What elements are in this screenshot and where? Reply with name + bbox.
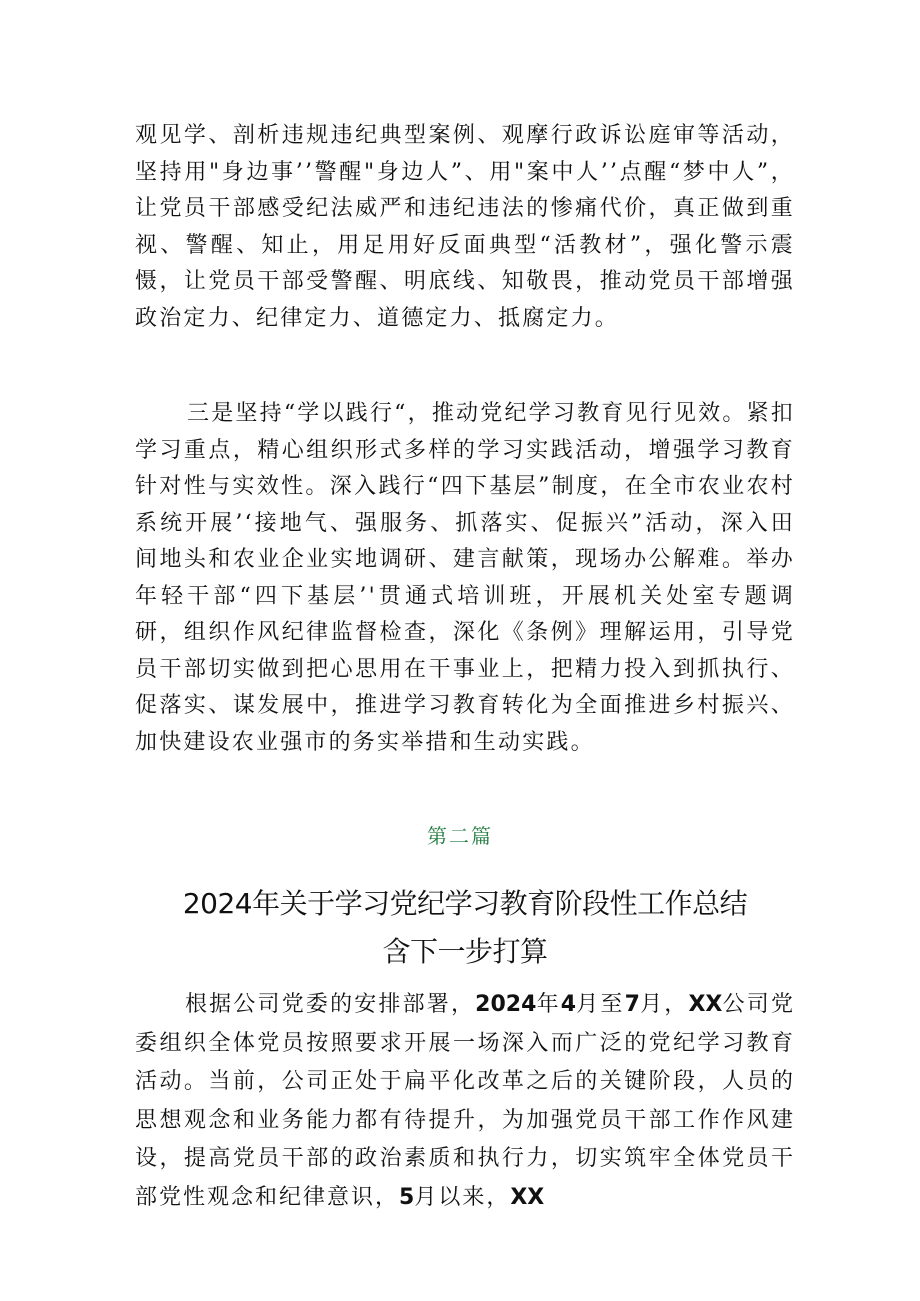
- paragraph-1: 观见学、剖析违规违纪典型案例、观摩行政诉讼庭审等活动，坚持用"身边事’’警醒"身边人”、用"案中人’’点醒“梦中人”，让党员干部感受纪法威严和违纪违法的惨痛代价，真正做到重视、警醒、知止，用足用好反面典型“活教材”，强化警示震慑，让党员干部受警醒、明底线、知敬畏，推动党员干部增强政治定力、纪律定力、道德定力、抵腐定力。: [135, 123, 795, 331]
- title-line-2: 含下一步打算: [382, 935, 548, 968]
- paragraph-2: 三是坚持“学以践行“，推动党纪学习教育见行见效。紧扣学习重点，精心组织形式多样的学习实践活动，增强学习教育针对性与实效性。深入践行“四下基层”制度，在全市农业农村系统开展’‘接地气、强服务、抓落实、促振兴”活动，深入田间地头和农业企业实地调研、建言献策，现场办公解难。举办年轻干部“四下基层’'贯通式培训班，开展机关处室专题调研，组织作风纪律监督检查，深化《条例》理解运用，引导党员干部切实做到把心思用在干事业上，把精力投入到抓执行、促落实、谋发展中，推进学习教育转化为全面推进乡村振兴、加快建设农业强市的务实举措和生动实践。: [135, 401, 795, 755]
- section-label: 第二篇: [427, 824, 493, 848]
- p3-text-6: 月以来，: [414, 1184, 511, 1210]
- document-title: [135, 880, 795, 976]
- paragraph-3: [135, 986, 795, 1217]
- p3-company-placeholder-2: XX: [510, 1184, 545, 1210]
- p3-company-placeholder: XX: [688, 992, 723, 1017]
- p3-since-month: 5: [399, 1184, 415, 1210]
- p3-text-5: 公司党委组织全体党员按照要求开展一场深入而广泛的党纪学习教育活动。当前，公司正处于扁平化改革之后的关键阶段，人员的思想观念和业务能力都有待提升，为加强党员干部工作作风建设，提高党员干部的政治素质和执行力，切实筑牢全体党员干部党性观念和纪律意识，: [135, 992, 795, 1210]
- p3-text-4: 月，: [639, 992, 689, 1017]
- p3-text-1: 根据公司党委的安排部署，: [185, 992, 476, 1017]
- p3-text-3: 月至: [576, 992, 625, 1017]
- title-line-1: 2024年关于学习党纪学习教育阶段性工作总结: [182, 887, 748, 920]
- p3-text-2: 年: [536, 992, 561, 1017]
- p3-year: 2024: [475, 992, 537, 1017]
- p3-start-month: 4: [560, 992, 577, 1017]
- p3-end-month: 7: [624, 992, 640, 1017]
